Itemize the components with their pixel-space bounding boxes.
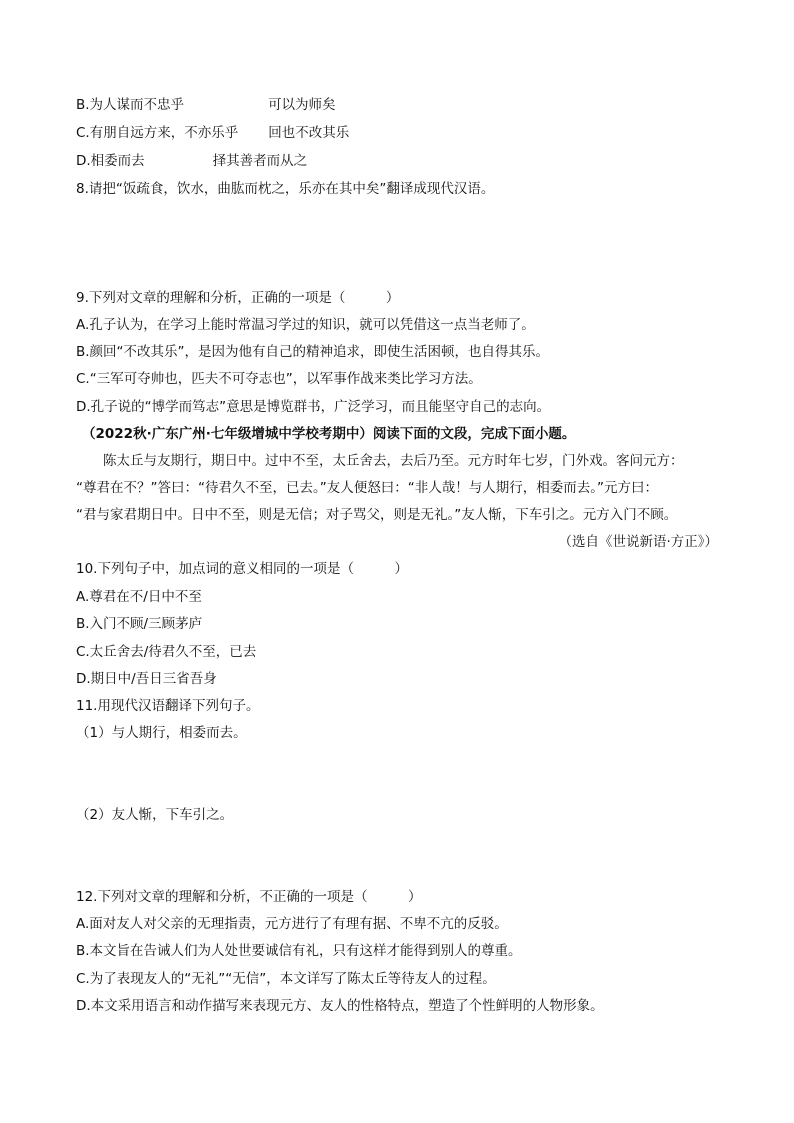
q11-sub-1: （1）与人期行，相委而去。 bbox=[76, 725, 247, 741]
q9-option-a: A.孔子认为，在学习上能时常温习学过的知识，就可以凭借这一点当老师了。 bbox=[76, 317, 535, 333]
q7-option-b-right: 可以为师矣 bbox=[268, 97, 336, 113]
q7-option-c bbox=[76, 124, 349, 142]
q12-option-c: C.为了表现友人的“无礼”“无信”，本文详写了陈太丘等待友人的过程。 bbox=[76, 971, 496, 987]
q7-option-b bbox=[76, 96, 336, 114]
q7-option-b-left: B.为人谋而不忠乎 bbox=[76, 97, 185, 113]
q9-option-d: D.孔子说的“博学而笃志”意思是博览群书，广泛学习，而且能坚守自己的志向。 bbox=[76, 399, 551, 415]
passage-line-2: “尊君在不？”答曰：“待君久不至，已去。”友人便怒曰：“非人哉！与人期行，相委而去。”元方曰： bbox=[76, 480, 658, 496]
q7-option-d-right: 择其善者而从之 bbox=[212, 153, 308, 169]
q7-option-d-left: D.相委而去 bbox=[76, 153, 145, 169]
q10-option-b: B.入门不顾/三顾茅庐 bbox=[76, 616, 203, 632]
q12-option-d: D.本文采用语言和动作描写来表现元方、友人的性格特点，塑造了个性鲜明的人物形象。 bbox=[76, 998, 604, 1014]
q10-option-c: C.太丘舍去/待君久不至，已去 bbox=[76, 644, 257, 660]
passage-line-3: “君与家君期日中。日中不至，则是无信；对子骂父，则是无礼。”友人惭，下车引之。元方入门不顾。 bbox=[76, 507, 678, 523]
q12-option-b: B.本文旨在告诫人们为人处世要诚信有礼，只有这样才能得到别人的尊重。 bbox=[76, 943, 522, 959]
q9-stem: 9.下列对文章的理解和分析，正确的一项是（ ） bbox=[76, 290, 400, 306]
q9-option-b: B.颜回“不改其乐”，是因为他有自己的精神追求，即使生活困顿，也自得其乐。 bbox=[76, 344, 550, 360]
passage-source: （选自《世说新语·方正》） bbox=[558, 534, 718, 550]
q11-stem: 11.用现代汉语翻译下列句子。 bbox=[76, 698, 260, 714]
q12-option-a: A.面对友人对父亲的无理指责，元方进行了有理有据、不卑不亢的反驳。 bbox=[76, 916, 508, 932]
q9-option-c: C.“三军可夺帅也，匹夫不可夺志也”，以军事作战来类比学习方法。 bbox=[76, 371, 482, 387]
q7-option-c-right: 回也不改其乐 bbox=[268, 125, 350, 141]
q11-sub-2: （2）友人惭，下车引之。 bbox=[76, 807, 234, 823]
q8-stem: 8.请把“饭疏食，饮水，曲肱而枕之，乐亦在其中矣”翻译成现代汉语。 bbox=[76, 181, 495, 197]
q10-stem: 10.下列句子中，加点词的意义相同的一项是（ ） bbox=[76, 561, 408, 577]
q12-stem: 12.下列对文章的理解和分析，不正确的一项是（ ） bbox=[76, 889, 422, 905]
q10-option-d: D.期日中/吾日三省吾身 bbox=[76, 671, 217, 687]
q7-option-c-left: C.有朋自远方来，不亦乐乎 bbox=[76, 125, 239, 141]
passage-line-1: 陈太丘与友期行，期日中。过中不至，太丘舍去，去后乃至。元方时年七岁，门外戏。客问元方： bbox=[103, 453, 684, 469]
q7-option-d bbox=[76, 152, 307, 170]
passage-header: （2022秋·广东广州·七年级增城中学校考期中）阅读下面的文段，完成下面小题。 bbox=[82, 426, 576, 442]
q10-option-a: A.尊君在不/日中不至 bbox=[76, 589, 202, 605]
